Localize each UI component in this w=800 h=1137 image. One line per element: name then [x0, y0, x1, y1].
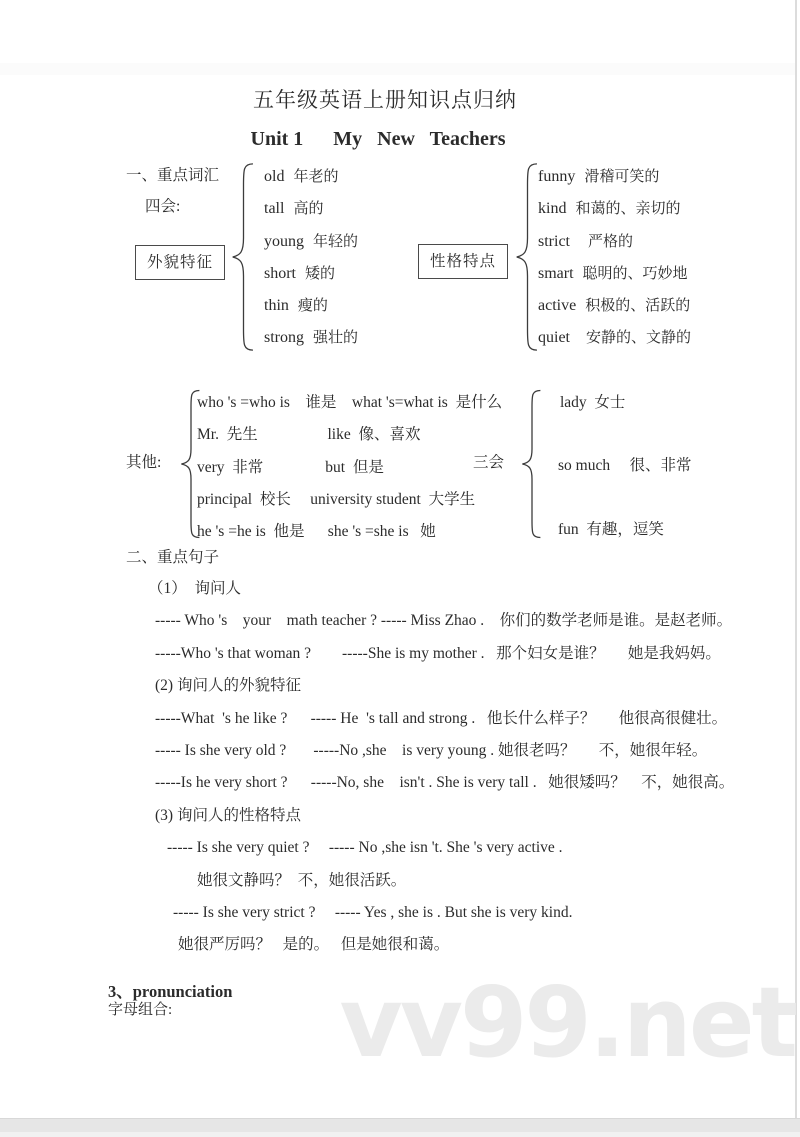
others-row: very 非常 but 但是 [197, 458, 384, 476]
bottom-band-lower [0, 1132, 800, 1137]
vocab-zh: 年轻的 [313, 233, 359, 250]
sentence-line: -----Is he very short ? -----No, she isn't . She is very tall . 她很矮吗？ 不，她很高。 [155, 774, 735, 792]
vocab-item [538, 161, 691, 193]
vocab-zh: 安静的、文静的 [586, 330, 692, 347]
vocab-zh: 年老的 [293, 169, 339, 185]
vocab-zh: 瘦的 [297, 298, 328, 315]
vocab-item [264, 193, 358, 225]
vocab-en: kind [538, 200, 567, 218]
vocab-en: tall [264, 200, 285, 218]
curly-brace-icon [520, 389, 544, 539]
vocab-en: old [264, 168, 285, 185]
sentence-line: ----- Is she very old ? -----No ,she is very young . 她很老吗？ 不，她很年轻。 [155, 742, 708, 760]
bottom-band [0, 1119, 800, 1132]
vocab-zh: 聪明的、巧妙地 [582, 265, 688, 282]
sanhui-item: so much 很、非常 [558, 457, 692, 474]
unit-title: Unit 1 My New Teachers [250, 128, 506, 150]
vocab-en: active [538, 297, 577, 315]
vocab-zh: 高的 [293, 201, 324, 218]
sihui-label: 四会: [145, 198, 181, 215]
sanhui-item: lady 女士 [560, 394, 626, 411]
letter-combo-label: 字母组合: [108, 1002, 173, 1018]
vocab-zh: 滑稽可笑的 [584, 169, 660, 185]
sentence-line: (2) 询问人的外貌特征 [155, 677, 301, 695]
others-label: 其他: [126, 454, 162, 471]
sanhui-label: 三会 [473, 454, 505, 471]
others-row: who 's =who is 谁是 what 's=what is 是什么 [197, 394, 503, 411]
pronunciation-heading: 3、pronunciation [108, 982, 233, 1001]
vocab-en: strict [538, 232, 570, 250]
vocab-zh: 和蔼的、亲切的 [575, 201, 681, 218]
sentence-line: 她很文静吗？ 不，她很活跃。 [197, 871, 407, 889]
section1-heading: 一、重点词汇 [126, 167, 220, 184]
vocab-item [264, 258, 358, 290]
sentence-line: ----- Is she very strict ? ----- Yes , she is . But she is very kind. [173, 904, 573, 922]
others-list [197, 387, 505, 548]
curly-brace-icon [230, 162, 257, 352]
sentence-line: ----- Who 's your math teacher ? ----- Miss Zhao . 你们的数学老师是谁。是赵老师。 [155, 612, 733, 630]
appearance-box: 外貌特征 [135, 245, 225, 280]
personality-box: 性格特点 [418, 244, 508, 279]
vocab-zh: 积极的、活跃的 [585, 298, 691, 315]
vocab-item [538, 322, 691, 354]
sentence-line: (3) 询问人的性格特点 [155, 806, 301, 824]
page-right-edge [795, 0, 797, 1137]
vocab-zh: 矮的 [305, 265, 336, 282]
vocab-en: funny [538, 168, 576, 185]
sentence-line: -----What 's he like ? ----- He 's tall and strong . 他长什么样子？ 他很高很健壮。 [155, 709, 728, 727]
sentence-line: ----- Is she very quiet ? ----- No ,she isn 't. She 's very active . [167, 839, 563, 857]
sentence-line: 她很严厉吗？ 是的。 但是她很和蔼。 [178, 936, 450, 954]
vocab-item [538, 290, 691, 322]
sentence-line: -----Who 's that woman ? -----She is my mother . 那个妇女是谁？ 她是我妈妈。 [155, 644, 721, 662]
appearance-list [264, 161, 358, 355]
vocab-en: young [264, 232, 304, 250]
personality-list [538, 161, 691, 355]
page-top-edge [0, 63, 795, 75]
vocab-en: smart [538, 264, 574, 282]
vocab-item [264, 161, 358, 193]
watermark: vv99.net [339, 966, 795, 1079]
section2-heading: 二、重点句子 [126, 549, 220, 566]
vocab-item [264, 226, 358, 258]
vocab-en: thin [264, 297, 289, 315]
vocab-item [264, 322, 358, 354]
vocab-en: strong [264, 329, 304, 347]
vocab-en: quiet [538, 329, 570, 347]
vocab-zh: 强壮的 [313, 330, 359, 347]
vocab-zh: 严格的 [588, 233, 634, 250]
sanhui-item: fun 有趣，逗笑 [558, 521, 664, 538]
page-title: 五年级英语上册知识点归纳 [253, 88, 517, 112]
sentence-line: （1） 询问人 [148, 580, 242, 597]
vocab-en: short [264, 264, 296, 282]
others-row: he 's =he is 他是 she 's =she is 她 [197, 523, 436, 541]
vocab-item [538, 193, 691, 225]
vocab-item [538, 226, 691, 258]
curly-brace-icon [514, 162, 541, 352]
sentence-block [126, 573, 794, 962]
vocab-item [538, 258, 691, 290]
vocab-item [264, 290, 358, 322]
others-row: principal 校长 university student 大学生 [197, 490, 476, 508]
others-row: Mr. 先生 like 像、喜欢 [197, 426, 421, 444]
